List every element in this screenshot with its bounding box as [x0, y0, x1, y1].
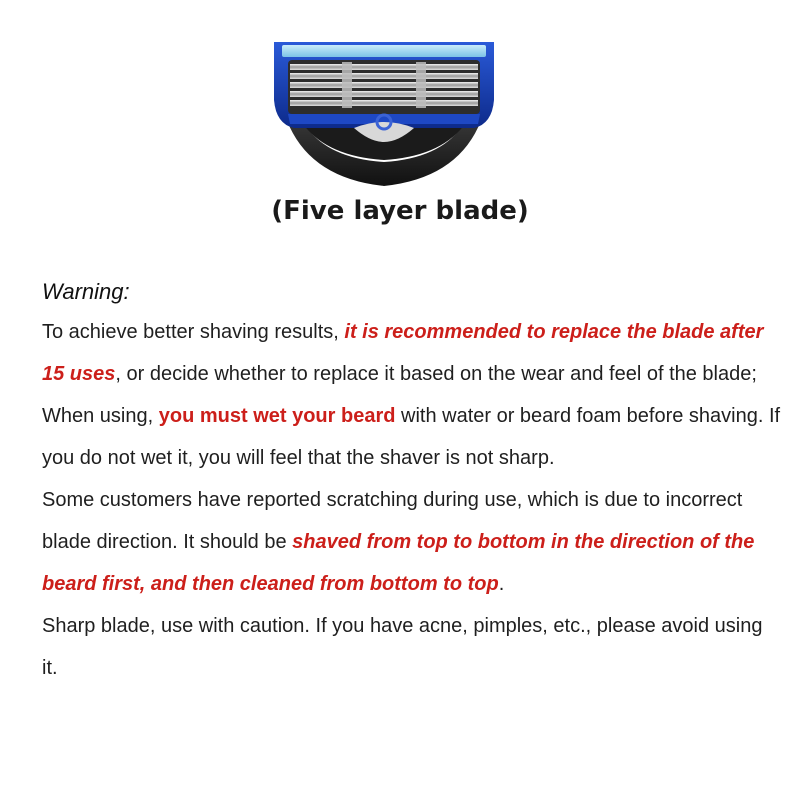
warning-text: , or decide whether to replace it based on the wear and feel of the blade;	[115, 363, 757, 385]
warning-text: .	[498, 573, 505, 595]
warning-text: To achieve better shaving results,	[42, 321, 345, 343]
warning-paragraph-replace	[42, 311, 782, 395]
warning-text: Some customers have reported scratching during use, which is due to incorrect blade direction. It should be	[42, 489, 743, 553]
warning-body	[42, 311, 782, 689]
razor-blade-cartridge-image	[268, 38, 500, 188]
warning-paragraph-caution	[42, 605, 782, 689]
warning-text: When using,	[42, 405, 159, 427]
warning-text: Sharp blade, use with caution. If you have acne, pimples, etc., please avoid using it.	[42, 615, 763, 679]
warning-emphasis: it is recommended to replace the blade after 15 uses	[42, 321, 764, 385]
warning-emphasis: shaved from top to bottom in the direction of the beard first, and then cleaned from bottom to top	[42, 531, 755, 595]
warning-text: with water or beard foam before shaving. If you do not wet it, you will feel that the shaver is not sharp.	[42, 405, 781, 469]
warning-title: Warning:	[42, 279, 130, 304]
warning-paragraph-direction	[42, 479, 782, 605]
warning-paragraph-wet	[42, 395, 782, 479]
warning-emphasis: you must wet your beard	[158, 405, 396, 427]
image-caption: (Five layer blade)	[271, 196, 529, 226]
